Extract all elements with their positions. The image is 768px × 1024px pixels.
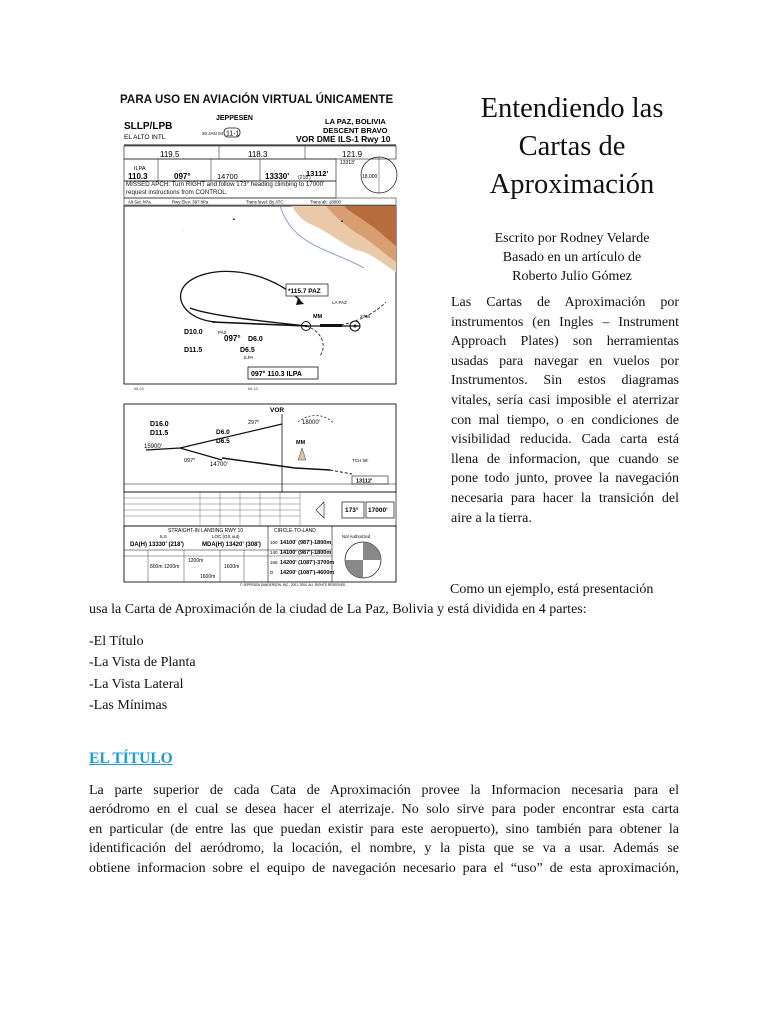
min-loc: LOC (GS out)	[212, 534, 240, 539]
plan-heading: 097°	[224, 334, 241, 343]
min-heading-box: 173°	[345, 507, 359, 514]
circle-row-cat: 140	[270, 550, 278, 555]
profile-crs-297: 297°	[248, 420, 260, 426]
byline-based: Basado en un artículo de	[502, 250, 642, 265]
byline-source: Roberto Julio Gómez	[512, 269, 632, 284]
min-ils: ILS	[160, 534, 167, 539]
rwy-elev-line: Rwy Elev: 397 hPa	[172, 199, 209, 205]
missed-approach-text: MISSED APCH: Turn RIGHT and follow 173° heading climbing to 17000' request instructions from CONTROL.	[126, 181, 325, 196]
profile-15900: 15900'	[144, 444, 162, 450]
title-line-3: Aproximación	[489, 169, 655, 200]
chart-page: 11-1	[226, 130, 240, 138]
chart-approach: VOR DME ILS-1 Rwy 10	[296, 134, 391, 144]
trans-level: Trans level: By ATC	[246, 199, 284, 205]
plan-la-paz: LA PAZ	[332, 300, 347, 305]
profile-elev: 13112'	[356, 478, 373, 485]
circle-row-value: 14100' (987')-1800m	[280, 550, 332, 556]
circle-row-cat: 165	[270, 560, 278, 565]
min-rvr-1: 800m	[150, 564, 163, 570]
section-line: La parte superior de cada Cata de Aproximación provee la Informacion necesaria para el	[89, 783, 679, 798]
example-paragraph	[89, 580, 679, 620]
approach-chart	[120, 94, 398, 586]
chart-copyright: © JEPPESEN SANDERSON, INC., 2001, 2004. ALL RIGHTS RESERVED.	[240, 583, 347, 586]
plan-ndb: *115.7 PAZ	[288, 288, 321, 295]
ground-freq: 121.9	[342, 150, 363, 159]
min-alt-box: 17000'	[368, 507, 388, 514]
intro-paragraph: Las Cartas de Aproximación por instrumentos (en Ingles – Instrument Approach Plates) son herramientas usadas para navegar en vuelos por Instrumentos. Sin estos diagramas vitales, sería casi imposible el aterrizar con mal tiempo, o en condiciones de visibilidad reducida. Cada carta está llena de informacion, que cuando se pone todo junto, provee la navegación necesaria para hacer la transición del aire a la tierra.	[451, 295, 679, 526]
trans-alt: Trans alt: 18000	[310, 199, 341, 205]
profile-crs-097: 097°	[184, 458, 196, 464]
min-mda: MDA(H) 13420' (308')	[202, 542, 261, 548]
airport-code: SLLP/LPB	[124, 121, 173, 132]
approach-freq: 119.5	[160, 150, 180, 159]
parts-list	[89, 631, 196, 716]
publisher-logo: JEPPESEN	[216, 115, 253, 122]
msa-alt: 18,000	[362, 174, 378, 180]
example-line-1: Como un ejemplo, está presentación	[450, 582, 654, 597]
profile-vor: VOR	[270, 407, 285, 414]
circle-row-cat: D	[270, 570, 274, 575]
airport-name: EL ALTO INTL	[124, 134, 166, 141]
circle-row-value: 14200' (1087')-4600m	[280, 570, 335, 576]
plan-d60: D6.0	[248, 336, 263, 343]
profile-d160: D16.0	[150, 421, 169, 428]
final-course: 097°	[174, 172, 191, 181]
svg-text:68-20: 68-20	[134, 387, 144, 391]
section-heading-el-titulo[interactable]: EL TÍTULO	[89, 750, 173, 767]
apt-elev: 13313'	[340, 160, 355, 166]
approach-chart-graphic	[120, 112, 398, 586]
example-line-2: usa la Carta de Aproximación de la ciudad de La Paz, Bolivia y está dividida en 4 partes:	[89, 602, 587, 617]
min-circle: CIRCLE-TO-LAND	[274, 528, 316, 534]
inbound-label: 097° 110.3 ILPA	[251, 371, 302, 378]
profile-14700: 14700'	[210, 462, 228, 468]
loc-freq: 110.3	[128, 172, 148, 181]
profile-d65: D6.5	[216, 438, 230, 445]
min-da: DA(H) 13330' (218')	[130, 542, 184, 548]
profile-d60: D6.0	[216, 429, 230, 436]
chart-city: LA PAZ, BOLIVIA	[325, 117, 386, 126]
section-body	[89, 781, 679, 878]
rwy-elev: 13112'	[306, 169, 329, 178]
plan-d10: D10.0	[184, 329, 203, 336]
plan-d65: D6.5	[240, 347, 255, 354]
byline	[452, 229, 692, 286]
plan-rwy-len: 2796	[360, 314, 371, 319]
da-alt: 13330'	[265, 172, 290, 181]
list-item: -La Vista Lateral	[89, 676, 184, 692]
list-item: -Las Mínimas	[89, 697, 168, 713]
section-line: en particular (de entre las que puedan existir para este aeropuerto), sino también para obtener la	[89, 821, 679, 837]
da-note: (218')	[298, 175, 311, 181]
page-title	[452, 90, 692, 204]
circle-row-value: 14200' (1087')-3700m	[280, 560, 335, 566]
plan-mm: MM	[313, 314, 323, 320]
alt-set: Alt Set: hPa	[128, 199, 151, 205]
svg-text:▲: ▲	[340, 218, 344, 223]
title-line-2: Cartas de	[518, 131, 626, 162]
profile-tch: TCH 56'	[352, 458, 369, 463]
list-item: -El Título	[89, 634, 144, 649]
min-rvr-3: 1600m	[200, 574, 216, 580]
byline-author: Escrito por Rodney Velarde	[494, 231, 650, 246]
title-line-1: Entendiendo las	[480, 93, 664, 124]
plan-paz: PAZ	[218, 330, 227, 335]
svg-text:·: ·	[182, 228, 184, 233]
min-header: STRAIGHT-IN LANDING RWY 10	[168, 528, 244, 534]
min-rvr-2: 1200m	[164, 564, 180, 570]
gs-alt: 14700	[217, 172, 238, 181]
min-rvr-4: 1200m	[188, 558, 204, 564]
list-item: -La Vista de Planta	[89, 655, 196, 671]
min-not-auth: Not Authorized	[342, 534, 371, 539]
section-line: obtiene informacion sobre el equipo de navegación necesario para el “uso” de esta aproximación,	[89, 860, 679, 876]
svg-text:68-10: 68-10	[248, 387, 258, 391]
plan-ilpa: ILPA	[244, 355, 254, 360]
min-rvr-5: 1600m	[224, 564, 240, 570]
circle-row-cat: 100	[270, 540, 278, 545]
profile-mm: MM	[296, 440, 306, 446]
chart-banner: PARA USO EN AVIACIÓN VIRTUAL ÚNICAMENTE	[120, 94, 394, 106]
section-line: aeródromo en el cual se desea hacer el aterrizaje. No solo sirve para poder encontrar esta carta	[89, 802, 679, 818]
profile-d115: D11.5	[150, 430, 169, 437]
svg-text:▲: ▲	[232, 216, 236, 221]
tower-freq: 118.3	[248, 150, 268, 159]
plan-d115: D11.5	[184, 347, 203, 354]
loc-ident: ILPA	[134, 166, 146, 172]
circle-row-value: 14100' (987')-1800m	[280, 540, 332, 546]
section-line: identificación del aeródromo, la locación, el nombre, y la pista que se va a usar. Además se	[89, 841, 679, 857]
chart-date: 30 JAN 04	[202, 131, 224, 136]
chart-procedure: DESCENT BRAVO	[323, 126, 388, 135]
profile-18000: 18000'	[302, 420, 320, 426]
